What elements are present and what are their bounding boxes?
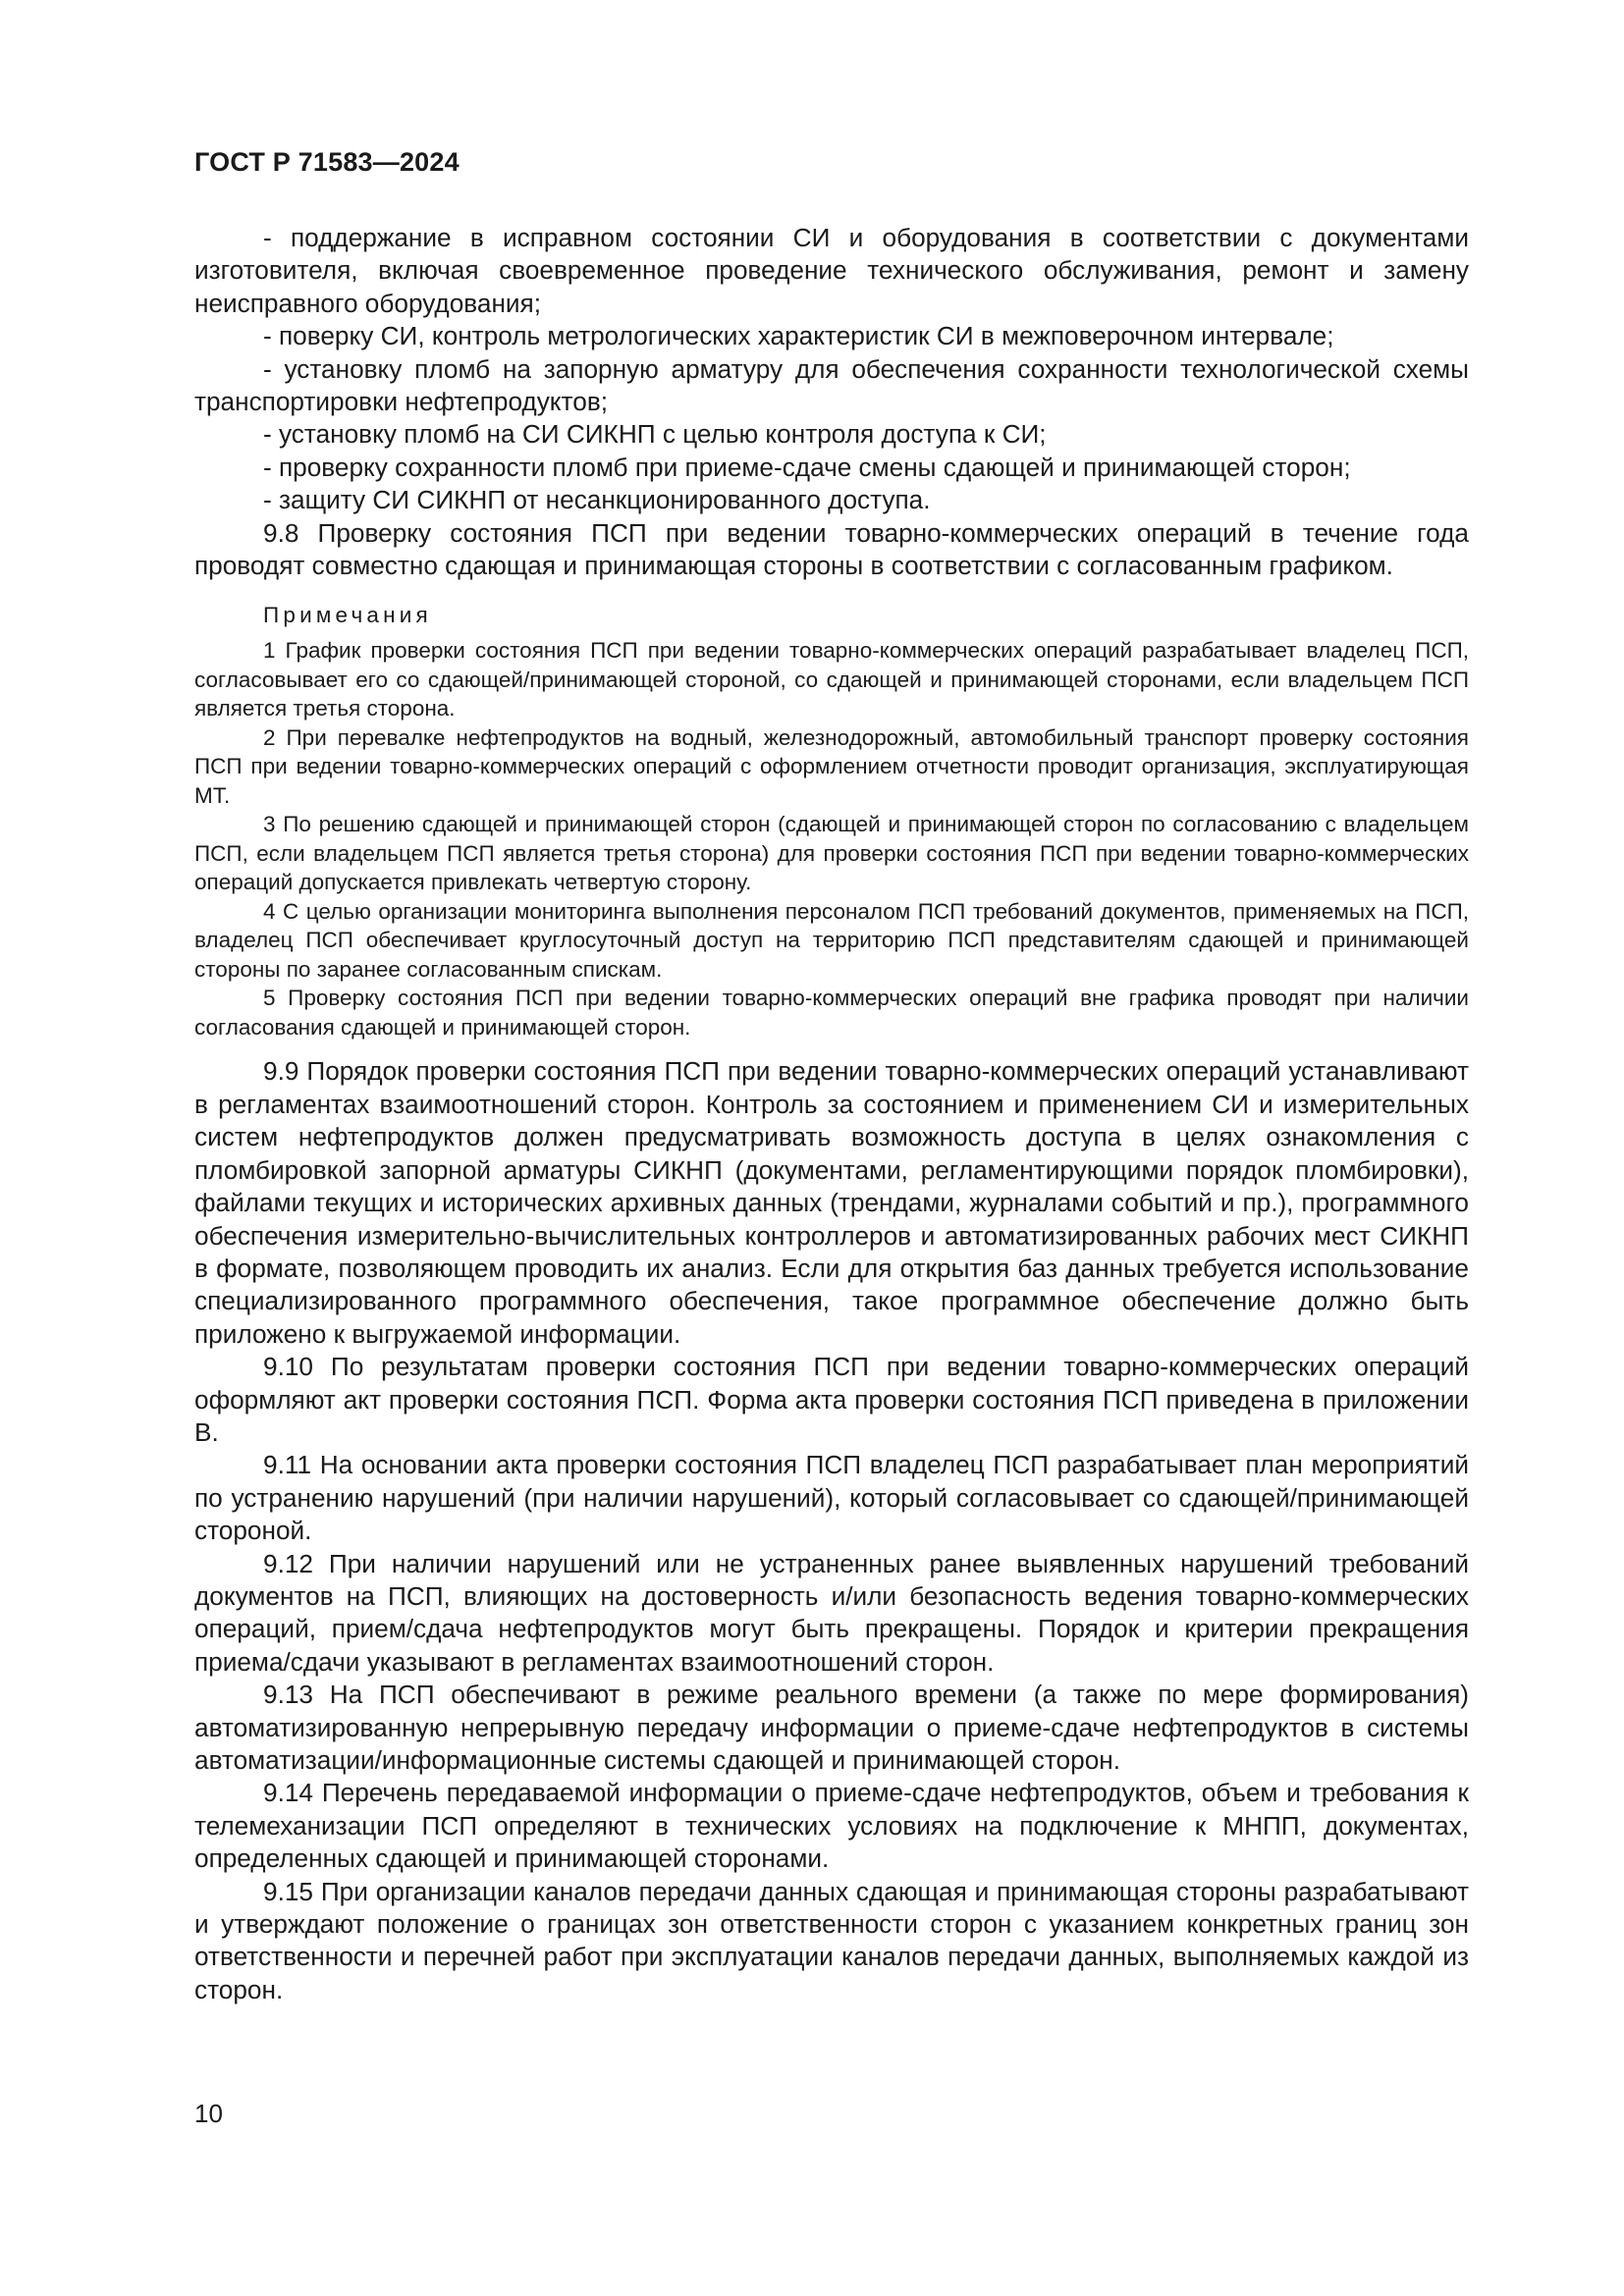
list-item: - установку пломб на СИ СИКНП с целью контроля доступа к СИ; [263,419,1047,450]
notes-title: Примечания [263,603,432,628]
body-text [194,222,1469,2006]
standard-header: ГОСТ Р 71583—2024 [194,147,460,177]
clause-9-14: 9.14 Перечень передаваемой информации о приеме-сдаче нефтепродуктов, объем и требования к телемеханизации ПСП определяют в технических условиях на подключение к МНПП, документах, определенных сдающей и принимающей сторонами. [194,1778,1469,1874]
list-item: - защиту СИ СИКНП от несанкционированного доступа. [263,485,931,515]
list-item: - проверку сохранности пломб при приеме-сдаче смены сдающей и принимающей сторон; [263,452,1351,482]
clause-9-13: 9.13 На ПСП обеспечивают в режиме реального времени (а также по мере формирования) автоматизированную непрерывную передачу информации о приеме-сдаче нефтепродуктов в системы автоматизации/информационные системы сдающей и принимающей сторон. [194,1680,1469,1775]
clause-9-15: 9.15 При организации каналов передачи данных сдающая и принимающая стороны разрабатывают и утверждают положение о границах зон ответственности сторон с указанием конкретных границ зон ответственности и перечней работ при эксплуатации каналов передачи данных, выполняемых каждой из сторон. [194,1876,1469,2004]
page-number: 10 [194,2099,223,2128]
note-item: 2 При перевалке нефтепродуктов на водный, железнодорожный, автомобильный транспорт проверку состояния ПСП при ведении товарно-коммерческих операций с оформлением отчетности проводит организация, эксплуатирующая МТ. [194,724,1469,808]
notes-block [194,601,1469,1041]
clause-9-12: 9.12 При наличии нарушений или не устраненных ранее выявленных нарушений требований документов на ПСП, влияющих на достоверность и/или безопасность ведения товарно-коммерческих операций, прием/сдача нефтепродуктов могут быть прекращены. Порядок и критерии прекращения приема/сдачи указывают в регламентах взаимоотношений сторон. [194,1548,1469,1677]
list-item: - поверку СИ, контроль метрологических характеристик СИ в межповерочном интервале; [263,321,1334,351]
note-item: 4 С целью организации мониторинга выполнения персоналом ПСП требований документов, применяемых на ПСП, владелец ПСП обеспечивает круглосуточный доступ на территорию ПСП представителям сдающей и принимающей стороны по заранее согласованным спискам. [194,898,1469,982]
clause-9-9: 9.9 Порядок проверки состояния ПСП при ведении товарно-коммерческих операций устанавливают в регламентах взаимоотношений сторон. Контроль за состоянием и применением СИ и измерительных систем нефтепродуктов должен предусматривать возможность доступа в целях ознакомления с пломбировкой запорной арматуры СИКНП (документами, регламентирующими порядок пломбировки), файлами текущих и исторических архивных данных (трендами, журналами событий и пр.), программного обеспечения измерительно-вычислительных контроллеров и автоматизированных рабочих мест СИКНП в формате, позволяющем проводить их анализ. Если для открытия баз данных требуется использование специализированного программного обеспечения, такое программное обеспечение должно быть приложено к выгружаемой информации. [194,1056,1469,1349]
clause-9-11: 9.11 На основании акта проверки состояния ПСП владелец ПСП разрабатывает план мероприятий по устранению нарушений (при наличии нарушений), который согласовывает со сдающей/принимающей стороной. [194,1450,1469,1546]
note-item: 5 Проверку состояния ПСП при ведении товарно-коммерческих операций вне графика проводят при наличии согласования сдающей и принимающей сторон. [194,986,1469,1040]
clause-9-10: 9.10 По результатам проверки состояния ПСП при ведении товарно-коммерческих операций оформляют акт проверки состояния ПСП. Форма акта проверки состояния ПСП приведена в приложении В. [194,1352,1469,1447]
list-item: - поддержание в исправном состоянии СИ и оборудования в соответствии с документами изготовителя, включая своевременное проведение технического обслуживания, ремонт и замену неисправного оборудования; [194,223,1469,318]
clause-9-8: 9.8 Проверку состояния ПСП при ведении товарно-коммерческих операций в течение года проводят совместно сдающая и принимающая стороны в соответствии с согласованным графиком. [194,517,1469,581]
note-item: 1 График проверки состояния ПСП при ведении товарно-коммерческих операций разрабатывает владелец ПСП, согласовывает его со сдающей/принимающей стороной, со сдающей и принимающей сторонами, если владельцем ПСП является третья сторона. [194,638,1469,721]
note-item: 3 По решению сдающей и принимающей сторон (сдающей и принимающей сторон по согласованию с владельцем ПСП, если владельцем ПСП является третья сторона) для проверки состояния ПСП при ведении товарно-коммерческих операций допускается привлекать четвертую сторону. [194,812,1469,895]
list-item: - установку пломб на запорную арматуру для обеспечения сохранности технологической схемы транспортировки нефтепродуктов; [194,353,1469,417]
